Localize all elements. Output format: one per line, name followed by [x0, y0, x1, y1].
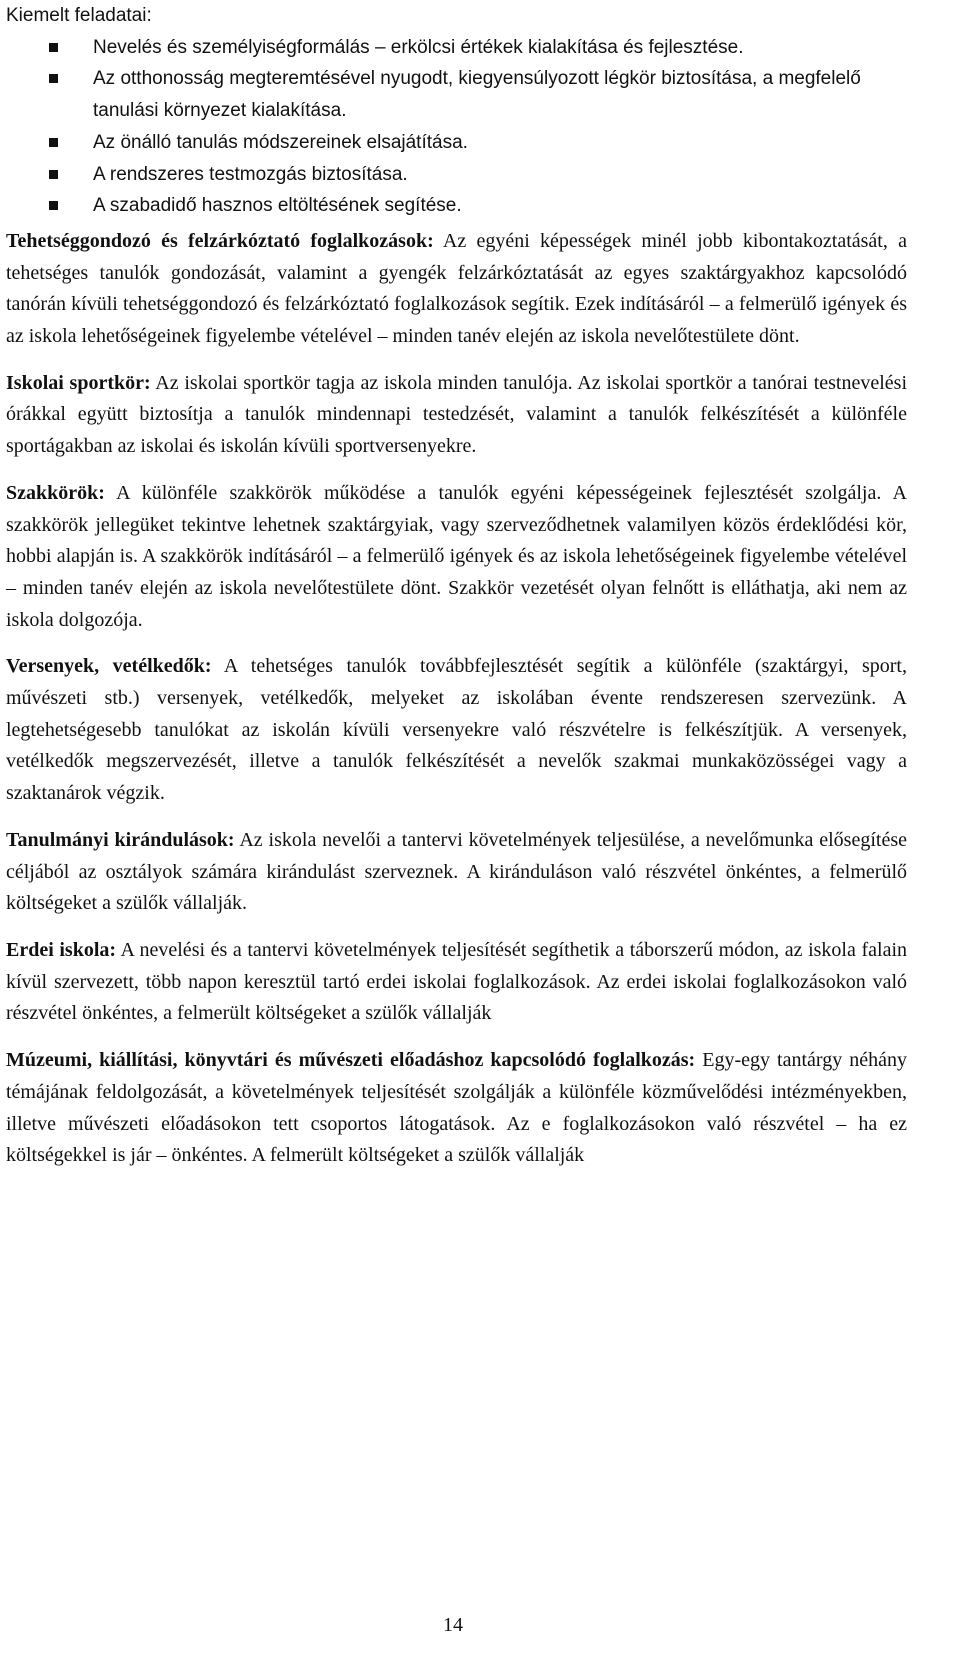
- paragraph-tehetseggondozo: [6, 226, 907, 353]
- paragraph-text: Az iskola nevelői a tantervi követelmények teljesülése, a nevelőmunka elősegítése céljából az osztályok számára kirándulást szerveznek. A kiránduláson való részvétel önkéntes, a felmerülő költségeket a szülők vállalják.: [6, 828, 907, 915]
- paragraph-text: Az iskolai sportkör tagja az iskola minden tanulója. Az iskolai sportkör a tanórai testnevelési órákkal együtt biztosítja a tanulók mindennapi testedzését, valamint a tanulók felkészítését a különféle sportágakban az iskolai és iskolán kívüli sportversenyekre.: [6, 371, 907, 458]
- task-text: Az otthonosság megteremtésével nyugodt, kiegyensúlyozott légkör biztosítása, a megfelelő tanulási környezet kialakítása.: [93, 68, 861, 122]
- square-bullet-icon: [49, 74, 58, 83]
- task-item: [6, 159, 907, 191]
- paragraph-muzeumi: [6, 1045, 907, 1172]
- paragraph-heading: Iskolai sportkör:: [6, 371, 151, 394]
- paragraph-kirandulasok: [6, 825, 907, 920]
- square-bullet-icon: [49, 201, 58, 210]
- paragraph-heading: Múzeumi, kiállítási, könyvtári és művészeti előadáshoz kapcsolódó foglalkozás:: [6, 1049, 696, 1072]
- task-item: [6, 127, 907, 159]
- square-bullet-icon: [49, 43, 58, 52]
- paragraph-heading: Versenyek, vetélkedők:: [6, 655, 212, 678]
- paragraph-heading: Szakkörök:: [6, 481, 105, 504]
- paragraph-szakkorok: [6, 478, 907, 637]
- paragraph-heading: Erdei iskola:: [6, 938, 117, 961]
- task-list: [6, 32, 907, 222]
- paragraph-text: A különféle szakkörök működése a tanulók egyéni képességeinek fejlesztését szolgálja. A szakkörök jellegüket tekintve lehetnek szaktárgyiak, vagy szerveződhetnek valamilyen közös érdeklődési kör, hobbi alapján is. A szakkörök indításáról – a felmerülő igények és az iskola lehetőségeinek figyelembe vételével – minden tanév elején az iskola nevelőtestülete dönt. Szakkör vezetését olyan felnőtt is elláthatja, aki nem az iskola dolgozója.: [6, 481, 907, 631]
- paragraph-sportkor: [6, 368, 907, 463]
- document-body: [6, 0, 907, 1187]
- task-text: Nevelés és személyiségformálás – erkölcsi értékek kialakítása és fejlesztése.: [93, 36, 744, 58]
- paragraph-erdei-iskola: [6, 935, 907, 1030]
- square-bullet-icon: [49, 138, 58, 147]
- task-text: Az önálló tanulás módszereinek elsajátítása.: [93, 131, 468, 153]
- paragraph-text: A tehetséges tanulók továbbfejlesztését segítik a különféle (szaktárgyi, sport, művészeti stb.) versenyek, vetélkedők, melyeket az iskolában évente rendszeresen szervezünk. A legtehetségesebb tanulókat az iskolán kívüli versenyekre való részvételre is felkészítjük. A versenyek, vetélkedők megszervezését, illetve a tanulók felkészítését a nevelők szakmai munkaközösségei vagy a szaktanárok végzik.: [6, 655, 907, 805]
- paragraph-heading: Tehetséggondozó és felzárkóztató foglalkozások:: [6, 229, 434, 252]
- paragraph-text: Egy-egy tantárgy néhány témájának feldolgozását, a követelmények teljesítését szolgálják a különféle közművelődési intézményekben, illetve művészeti előadásokon tett csoportos látogatások. Az e foglalkozásokon való részvétel – ha ez költségekkel is jár – önkéntes. A felmerült költségeket a szülők vállalják: [6, 1049, 907, 1167]
- paragraph-versenyek: [6, 651, 907, 810]
- task-item: [6, 190, 907, 222]
- task-text: A szabadidő hasznos eltöltésének segítése.: [93, 195, 462, 217]
- task-text: A rendszeres testmozgás biztosítása.: [93, 163, 408, 185]
- task-item: [6, 32, 907, 64]
- square-bullet-icon: [49, 170, 58, 179]
- page-number: 14: [443, 1614, 463, 1636]
- paragraph-text: A nevelési és a tantervi követelmények teljesítését segíthetik a táborszerű módon, az iskola falain kívül szervezett, több napon keresztül tartó erdei iskolai foglalkozások. Az erdei iskolai foglalkozásokon való részvétel önkéntes, a felmerült költségeket a szülők vállalják: [6, 938, 907, 1025]
- paragraph-heading: Tanulmányi kirándulások:: [6, 828, 235, 851]
- paragraph-text: Az egyéni képességek minél jobb kibontakoztatását, a tehetséges tanulók gondozását, valamint a gyengék felzárkóztatását az egyes szaktárgyakhoz kapcsolódó tanórán kívüli tehetséggondozó és felzárkóztató foglalkozások segítik. Ezek indításáról – a felmerülő igények és az iskola lehetőségeinek figyelembe vételével – minden tanév elején az iskola nevelőtestülete dönt.: [6, 229, 907, 348]
- intro-heading: Kiemelt feladatai:: [6, 5, 152, 26]
- task-item: [6, 63, 907, 126]
